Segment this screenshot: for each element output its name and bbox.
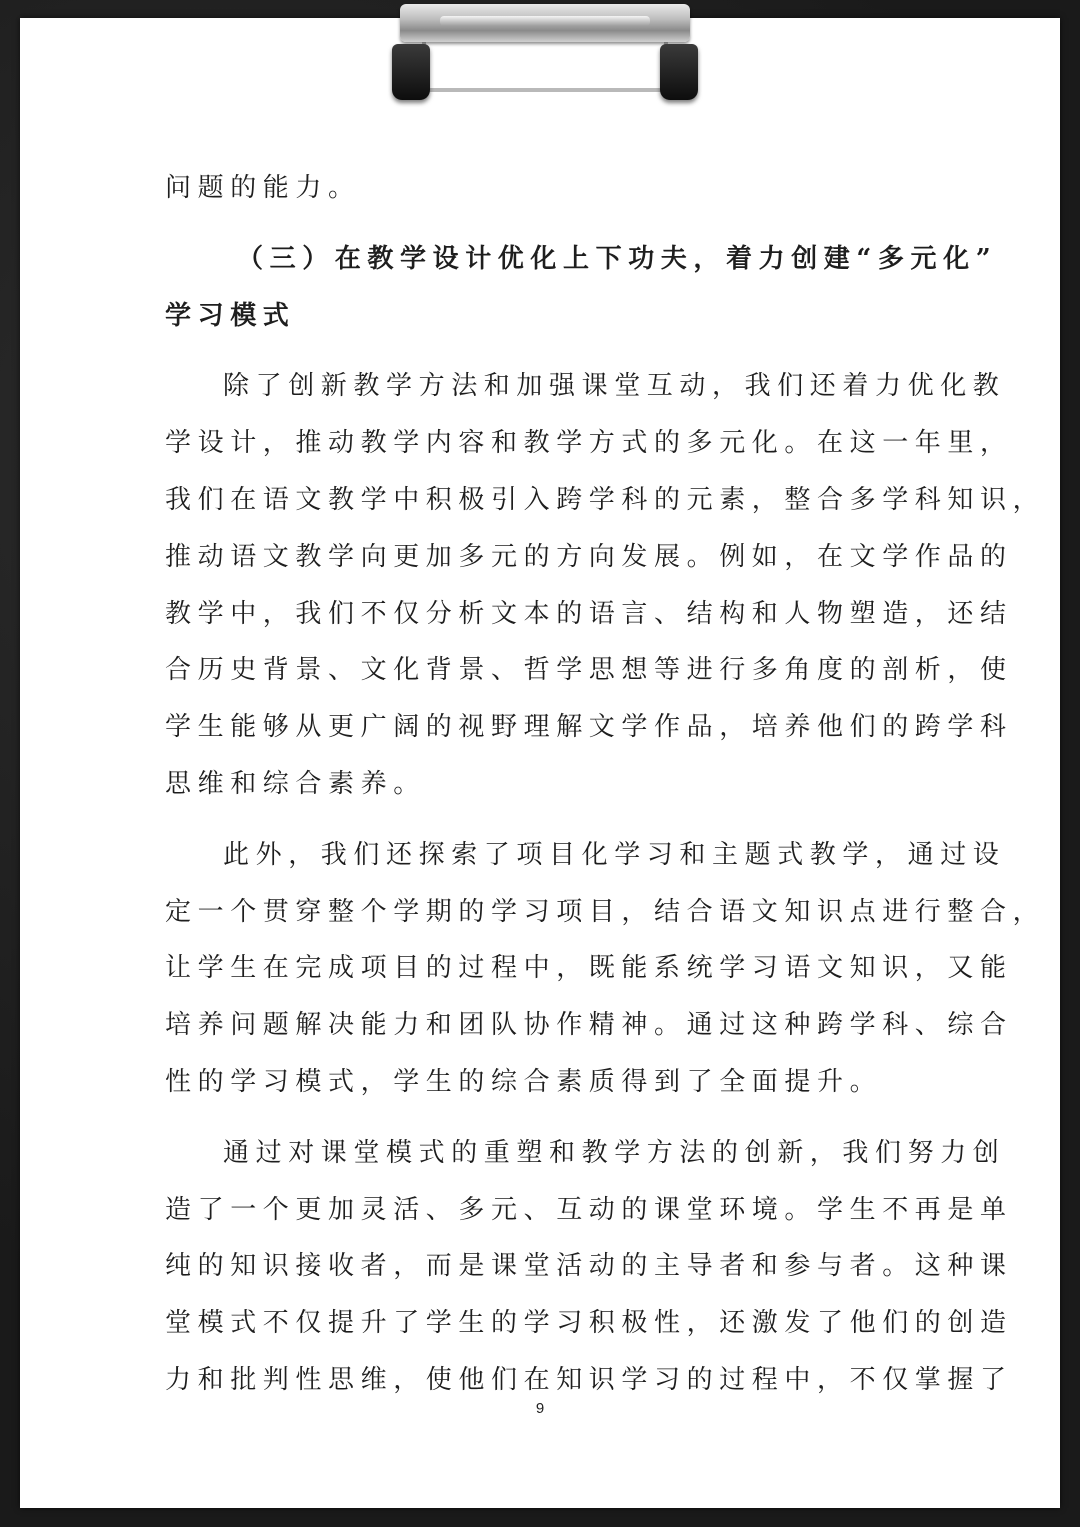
text-line: 教学中，我们不仅分析文本的语言、结构和人物塑造，还结 — [165, 598, 1013, 629]
text-line: 定一个贯穿整个学期的学习项目，结合语文知识点进行整合， — [165, 896, 1046, 927]
clip-foot-left — [392, 44, 430, 100]
text-line: 推动语文教学向更加多元的方向发展。例如，在文学作品的 — [165, 541, 1013, 572]
page-number: 9 — [535, 1400, 545, 1417]
clip-bar — [400, 4, 690, 42]
text-line: 力和批判性思维，使他们在知识学习的过程中，不仅掌握了 — [165, 1364, 1013, 1395]
text-line: 学设计，推动教学内容和教学方式的多元化。在这一年里， — [165, 428, 1013, 459]
text-line: 纯的知识接收者，而是课堂活动的主导者和参与者。这种课 — [165, 1251, 1013, 1282]
clipboard-clip-icon — [392, 0, 698, 104]
text-line: 让学生在完成项目的过程中，既能系统学习语文知识，又能 — [165, 953, 1013, 984]
text-line: 堂模式不仅提升了学生的学习积极性，还激发了他们的创造 — [165, 1308, 1013, 1339]
clip-wire — [422, 40, 668, 92]
section-heading: （三）在教学设计优化上下功夫，着力创建“多元化” — [237, 243, 998, 274]
text-line: 此外，我们还探索了项目化学习和主题式教学，通过设 — [223, 839, 1006, 870]
text-line: 学生能够从更广阔的视野理解文学作品，培养他们的跨学科 — [165, 712, 1013, 743]
clip-bar-highlight — [440, 16, 650, 26]
paragraph-2 — [165, 827, 1046, 1111]
paragraph-3 — [165, 1125, 1013, 1409]
text-line: 除了创新教学方法和加强课堂互动，我们还着力优化教 — [223, 371, 1006, 402]
paragraph-1 — [165, 358, 1046, 812]
text-line: 思维和综合素养。 — [165, 768, 426, 799]
text-line: 培养问题解决能力和团队协作精神。通过这种跨学科、综合 — [165, 1010, 1013, 1041]
text-line: 合历史背景、文化背景、哲学思想等进行多角度的剖析，使 — [165, 655, 1013, 686]
text-line: 我们在语文教学中积极引入跨学科的元素，整合多学科知识， — [165, 484, 1046, 515]
text-line: 问题的能力。 — [165, 173, 361, 203]
text-line: 造了一个更加灵活、多元、互动的课堂环境。学生不再是单 — [165, 1194, 1013, 1225]
document-body — [165, 160, 1046, 1409]
text-line: 性的学习模式，学生的综合素质得到了全面提升。 — [165, 1066, 883, 1097]
clip-foot-right — [660, 44, 698, 100]
section-heading-continued: 学习模式 — [165, 300, 296, 331]
text-line: 通过对课堂模式的重塑和教学方法的创新，我们努力创 — [223, 1137, 1006, 1168]
